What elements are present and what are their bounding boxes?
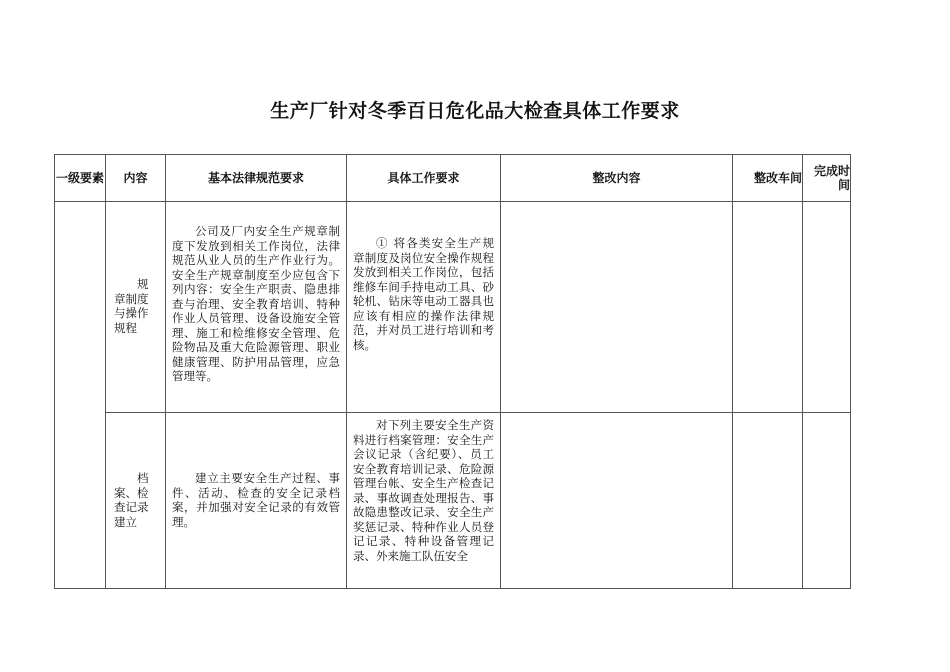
header-work-requirements: 具体工作要求 — [347, 155, 501, 202]
content-cell: 规章制度与操作规程 — [106, 202, 166, 413]
legal-requirements-cell: 建立主要安全生产过程、事件、活动、检查的安全记录档案，并加强对安全记录的有效管理。 — [166, 413, 347, 589]
deadline-cell — [803, 413, 851, 589]
content-cell: 档案、检查记录建立 — [106, 413, 166, 589]
table-header-row — [55, 155, 851, 202]
rectify-content-cell — [501, 413, 733, 589]
table-row — [55, 202, 851, 413]
rectify-content-cell — [501, 202, 733, 413]
page-title: 生产厂针对冬季百日危化品大检查具体工作要求 — [270, 100, 680, 122]
header-category: 一级要素 — [55, 155, 106, 202]
header-content: 内容 — [106, 155, 166, 202]
header-deadline: 完成时间 — [803, 155, 851, 202]
work-requirements-cell: 对下列主要安全生产资料进行档案管理：安全生产会议记录（含纪要）、员工安全教育培训记录、危险源管理台帐、安全生产检查记录、事故调查处理报告、事故隐患整改记录、安全生产奖惩记录、特种作业人员登记记录、特种设备管理记录、外来施工队伍安全 — [347, 413, 501, 589]
workshop-cell — [733, 202, 803, 413]
work-requirements-cell: ① 将各类安全生产规章制度及岗位安全操作规程发放到相关工作岗位，包括维修车间手持电动工具、砂轮机、钻床等电动工器具也应该有相应的操作法律规范，并对员工进行培训和考核。 — [347, 202, 501, 413]
header-workshop: 整改车间 — [733, 155, 803, 202]
legal-requirements-cell: 公司及厂内安全生产规章制度下发放到相关工作岗位，法律规范从业人员的生产作业行为。安全生产规章制度至少应包含下列内容：安全生产职责、隐患排查与治理、安全教育培训、特种作业人员管理、设备设施安全管理、施工和检维修安全管理、危险物品及重大危险源管理、职业健康管理、防护用品管理，应急管理等。 — [166, 202, 347, 413]
header-legal-requirements: 基本法律规范要求 — [166, 155, 347, 202]
header-rectify-content: 整改内容 — [501, 155, 733, 202]
deadline-cell — [803, 202, 851, 413]
category-cell — [55, 202, 106, 589]
inspection-table — [54, 154, 851, 589]
workshop-cell — [733, 413, 803, 589]
table-row — [55, 413, 851, 589]
